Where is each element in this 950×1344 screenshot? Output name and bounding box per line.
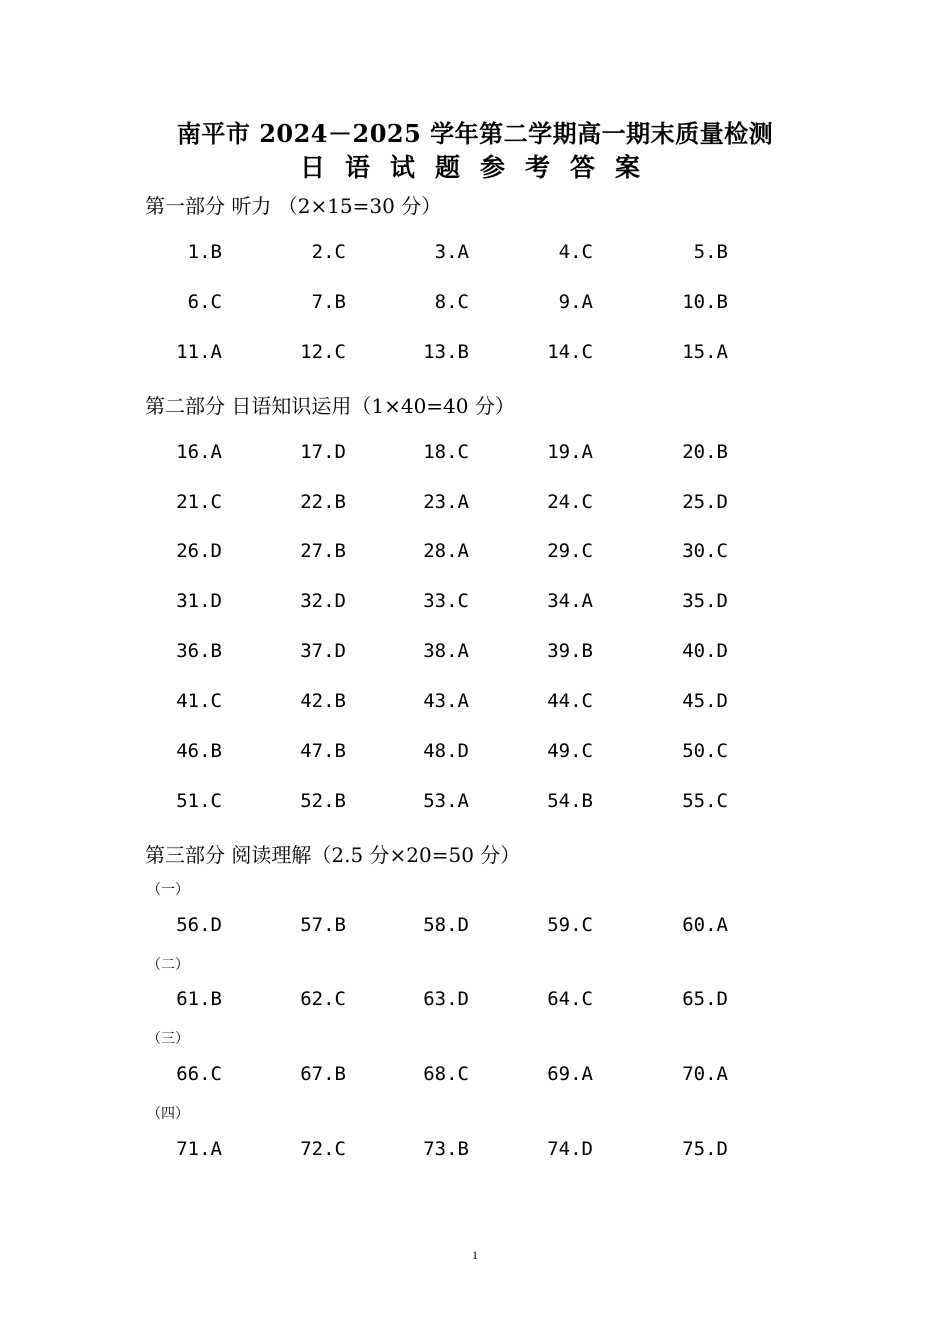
- answer-item: 26.D: [176, 540, 222, 562]
- page-title: 南平市 2024－2025 学年第二学期高一期末质量检测: [176, 119, 774, 148]
- answer-row: [0, 540, 950, 568]
- subgroup-label: （三）: [147, 1031, 189, 1047]
- answer-item: 37.D: [300, 640, 346, 662]
- answer-item: 2.C: [311, 241, 346, 263]
- answer-row: [0, 491, 950, 519]
- answer-item: 66.C: [176, 1063, 222, 1085]
- answer-item: 74.D: [547, 1138, 593, 1160]
- answer-row: [0, 914, 950, 942]
- answer-item: 70.A: [682, 1063, 728, 1085]
- answer-item: 22.B: [300, 491, 346, 513]
- answer-item: 25.D: [682, 491, 728, 513]
- answer-item: 7.B: [311, 291, 346, 313]
- answer-item: 47.B: [300, 740, 346, 762]
- answer-row: [0, 241, 950, 269]
- answer-item: 18.C: [423, 441, 469, 463]
- page-number: 1: [472, 1248, 478, 1262]
- answer-item: 54.B: [547, 790, 593, 812]
- answer-row: [0, 441, 950, 469]
- answer-item: 24.C: [547, 491, 593, 513]
- answer-item: 52.B: [300, 790, 346, 812]
- answer-item: 41.C: [176, 690, 222, 712]
- answer-row: [0, 590, 950, 618]
- subgroup-label: （二）: [147, 957, 189, 973]
- page-subtitle: 日语试题参考答案: [299, 153, 660, 182]
- answer-item: 42.B: [300, 690, 346, 712]
- answer-item: 43.A: [423, 690, 469, 712]
- answer-item: 56.D: [176, 914, 222, 936]
- answer-item: 72.C: [300, 1138, 346, 1160]
- subgroup-label: （一）: [147, 882, 189, 898]
- answer-row: [0, 690, 950, 718]
- answer-item: 32.D: [300, 590, 346, 612]
- answer-item: 44.C: [547, 690, 593, 712]
- answer-row: [0, 341, 950, 369]
- answer-row: [0, 1063, 950, 1091]
- answer-item: 59.C: [547, 914, 593, 936]
- answer-item: 71.A: [176, 1138, 222, 1160]
- answer-item: 58.D: [423, 914, 469, 936]
- answer-item: 17.D: [300, 441, 346, 463]
- answer-item: 21.C: [176, 491, 222, 513]
- answer-item: 15.A: [682, 341, 728, 363]
- answer-item: 64.C: [547, 988, 593, 1010]
- answer-row: [0, 640, 950, 668]
- answer-item: 9.A: [558, 291, 593, 313]
- section-heading-part2: 第二部分 日语知识运用（1×40=40 分）: [145, 394, 515, 418]
- answer-item: 14.C: [547, 341, 593, 363]
- answer-item: 62.C: [300, 988, 346, 1010]
- answer-item: 13.B: [423, 341, 469, 363]
- answer-item: 1.B: [187, 241, 222, 263]
- answer-item: 55.C: [682, 790, 728, 812]
- answer-item: 31.D: [176, 590, 222, 612]
- answer-item: 50.C: [682, 740, 728, 762]
- answer-item: 39.B: [547, 640, 593, 662]
- answer-item: 30.C: [682, 540, 728, 562]
- answer-item: 33.C: [423, 590, 469, 612]
- answer-item: 36.B: [176, 640, 222, 662]
- answer-item: 11.A: [176, 341, 222, 363]
- answer-item: 65.D: [682, 988, 728, 1010]
- answer-item: 45.D: [682, 690, 728, 712]
- answer-item: 53.A: [423, 790, 469, 812]
- answer-item: 38.A: [423, 640, 469, 662]
- answer-item: 29.C: [547, 540, 593, 562]
- answer-item: 27.B: [300, 540, 346, 562]
- answer-item: 40.D: [682, 640, 728, 662]
- answer-item: 23.A: [423, 491, 469, 513]
- answer-item: 57.B: [300, 914, 346, 936]
- answer-item: 8.C: [434, 291, 469, 313]
- subgroup-label: （四）: [147, 1106, 189, 1122]
- answer-item: 73.B: [423, 1138, 469, 1160]
- answer-row: [0, 988, 950, 1016]
- answer-item: 16.A: [176, 441, 222, 463]
- answer-item: 28.A: [423, 540, 469, 562]
- answer-row: [0, 790, 950, 818]
- answer-row: [0, 740, 950, 768]
- answer-item: 60.A: [682, 914, 728, 936]
- answer-item: 51.C: [176, 790, 222, 812]
- answer-item: 4.C: [558, 241, 593, 263]
- answer-row: [0, 1138, 950, 1166]
- answer-item: 67.B: [300, 1063, 346, 1085]
- answer-item: 61.B: [176, 988, 222, 1010]
- answer-item: 48.D: [423, 740, 469, 762]
- answer-item: 46.B: [176, 740, 222, 762]
- answer-item: 63.D: [423, 988, 469, 1010]
- answer-item: 6.C: [187, 291, 222, 313]
- answer-row: [0, 291, 950, 319]
- answer-item: 10.B: [682, 291, 728, 313]
- answer-item: 12.C: [300, 341, 346, 363]
- answer-item: 49.C: [547, 740, 593, 762]
- answer-item: 69.A: [547, 1063, 593, 1085]
- answer-item: 5.B: [693, 241, 728, 263]
- section-heading-part3: 第三部分 阅读理解（2.5 分×20=50 分）: [145, 843, 521, 867]
- answer-item: 68.C: [423, 1063, 469, 1085]
- answer-item: 20.B: [682, 441, 728, 463]
- answer-item: 19.A: [547, 441, 593, 463]
- answer-item: 75.D: [682, 1138, 728, 1160]
- section-heading-part1: 第一部分 听力 （2×15=30 分）: [145, 194, 442, 218]
- answer-item: 34.A: [547, 590, 593, 612]
- answer-item: 35.D: [682, 590, 728, 612]
- answer-item: 3.A: [434, 241, 469, 263]
